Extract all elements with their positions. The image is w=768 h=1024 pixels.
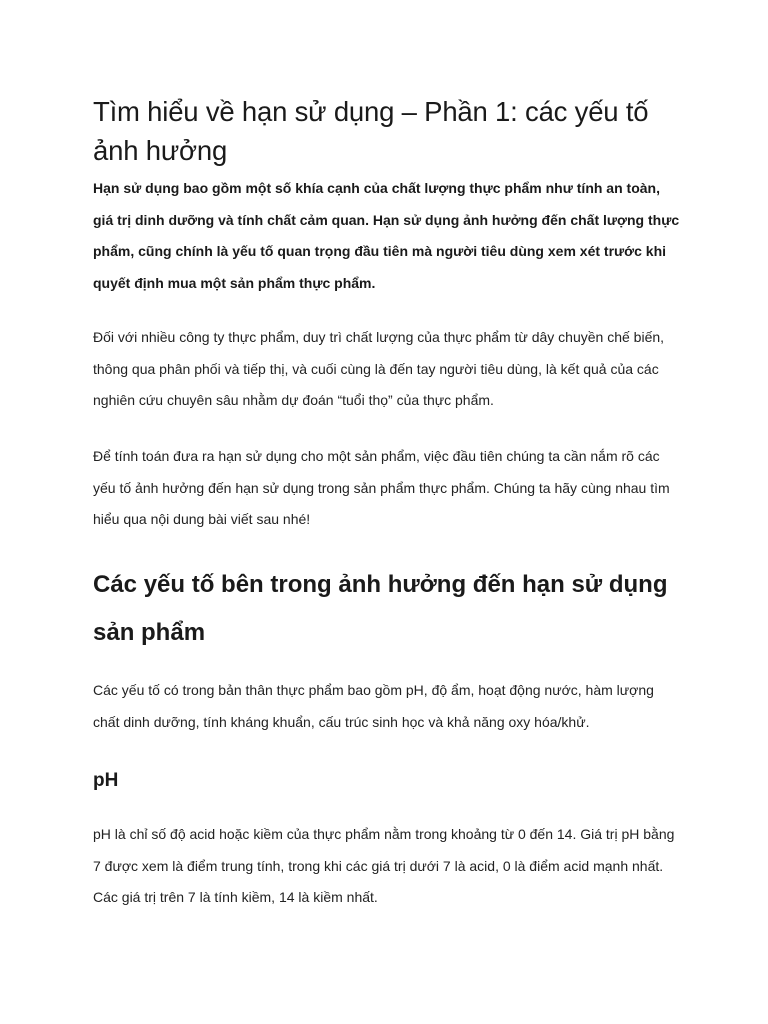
- page-title: Tìm hiểu về hạn sử dụng – Phần 1: các yếu tố ảnh hưởng: [93, 96, 649, 166]
- ph-paragraph: pH là chỉ số độ acid hoặc kiềm của thực phẩm nằm trong khoảng từ 0 đến 14. Giá trị pH bằng 7 được xem là điểm trung tính, trong khi các giá trị dưới 7 là acid, 0 là điểm acid mạnh nhất. Các giá trị trên 7 là tính kiềm, 14 là kiềm nhất.: [93, 826, 675, 905]
- subsection-heading-ph: pH: [93, 770, 119, 791]
- section-heading-internal-factors: Các yếu tố bên trong ảnh hưởng đến hạn sử dụng sản phẩm: [93, 571, 668, 646]
- lead-paragraph: Hạn sử dụng bao gồm một số khía cạnh của chất lượng thực phẩm như tính an toàn, giá trị dinh dưỡng và tính chất cảm quan. Hạn sử dụng ảnh hưởng đến chất lượng thực phẩm, cũng chính là yếu tố quan trọng đầu tiên mà người tiêu dùng xem xét trước khi quyết định mua một sản phẩm thực phẩm.: [93, 180, 680, 291]
- body-paragraph-2: Để tính toán đưa ra hạn sử dụng cho một sản phẩm, việc đầu tiên chúng ta cần nắm rõ các yếu tố ảnh hưởng đến hạn sử dụng trong sản phẩm thực phẩm. Chúng ta hãy cùng nhau tìm hiểu qua nội dung bài viết sau nhé!: [93, 448, 670, 527]
- section-intro-paragraph: Các yếu tố có trong bản thân thực phẩm bao gồm pH, độ ẩm, hoạt động nước, hàm lượng chất dinh dưỡng, tính kháng khuẩn, cấu trúc sinh học và khả năng oxy hóa/khử.: [93, 682, 654, 730]
- body-paragraph-1: Đối với nhiều công ty thực phẩm, duy trì chất lượng của thực phẩm từ dây chuyền chế biến, thông qua phân phối và tiếp thị, và cuối cùng là đến tay người tiêu dùng, là kết quả của các nghiên cứu chuyên sâu nhằm dự đoán “tuổi thọ” của thực phẩm.: [93, 329, 665, 408]
